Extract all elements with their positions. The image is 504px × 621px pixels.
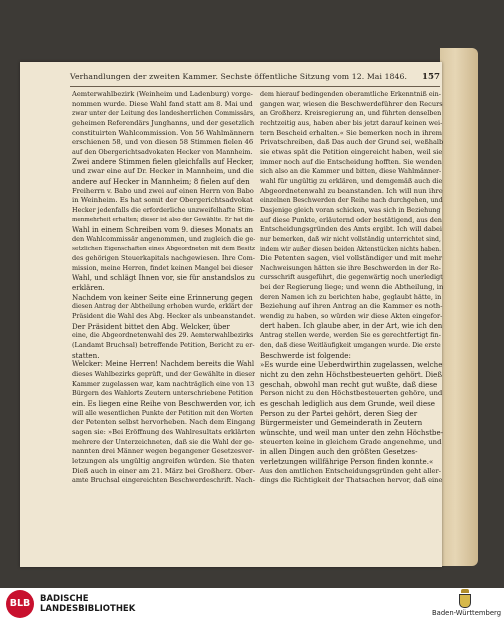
text-line: Bürgermeister und Gemeinderath in Zeutern: [260, 418, 423, 428]
text-line: erklären.: [72, 283, 105, 293]
text-line: menmehrheit erhalten; dieser ist also der Gewählte. Er hat die: [72, 216, 254, 223]
text-line: Person zu der Partei gehört, deren Sieg der: [260, 408, 418, 418]
library-name[interactable]: [40, 594, 135, 614]
text-line: tern Bescheid erhalten.« Sie bemerken noch in ihrem: [260, 128, 443, 137]
text-line: amte Bruchsal eingereichten Beschwerdeschrift. Nach-: [72, 476, 255, 485]
library-name-line1: BADISCHE: [40, 594, 89, 604]
text-line: Präsident die Wahl des Abg. Hecker als unbeanstandet.: [72, 312, 255, 321]
text-line: diesen Antrag der Abtheilung erhoben wurde, erklärt der: [72, 303, 253, 311]
text-line: einzelnen Beschwerden der Reihe nach durchgehen, und: [260, 197, 443, 205]
text-line: wahl für ungültig zu erklären, und demgemäß auch die: [260, 176, 443, 185]
text-line: Dieß auch in einer am 21. März bei Großherz. Ober-: [72, 466, 255, 475]
text-column-left: [72, 90, 255, 486]
text-line: der Petenten selbst hervorheben. Nach dem Eingang: [72, 418, 255, 427]
text-line: auf den Obergerichtsadvokaten Hecker von Mannheim.: [72, 147, 253, 156]
running-head: [70, 72, 440, 86]
text-line: in allen Dingen auch den größten Gesetzes-: [260, 447, 418, 457]
text-line: »Es wurde eine Ueberdwirthin zugelassen, welche: [260, 360, 443, 370]
text-line: in Weinheim. Es hat somit der Obergerichtsadvokat: [72, 196, 253, 205]
text-line: Entscheidungsgründen des Amts ergibt. Ich will dabei: [260, 225, 442, 234]
text-line: Wahl in einem Schreiben vom 9. dieses Monats an: [72, 225, 254, 235]
text-line: eine, die Abgeordnetenwahl des 29. Aemterwahlbezirks: [72, 331, 254, 340]
shield-icon: [459, 594, 471, 608]
text-line: andere auf Hecker in Mannheim; 8 fielen auf den: [72, 176, 250, 186]
text-line: nur bemerken, daß wir nicht vollständig unterrichtet sind,: [260, 235, 441, 243]
text-line: Kammer zugelassen war, kam nachträglich eine von 13: [72, 379, 255, 388]
text-line: den Wahlcommissär angenommen, und zugleich die ge-: [72, 234, 255, 243]
text-line: Privatschreiben, daß Das auch der Grund sei, weßhalb: [260, 138, 443, 147]
text-line: nannten drei Männer wegen begangener Gesetzesver-: [72, 447, 255, 456]
text-line: mission, meine Herren, findet keinen Mangel bei dieser: [72, 263, 253, 272]
text-line: mehrere der Unterzeichneten, daß sie die Wahl der ge-: [72, 437, 255, 446]
text-line: und zwar eine auf Dr. Hecker in Mannheim, und die: [72, 167, 254, 176]
text-line: Abgeordnetenwahl zu beanstanden. Ich will nun ihre: [260, 186, 443, 195]
library-name-line2: LANDESBIBLIOTHEK: [40, 604, 136, 614]
text-line: nicht zu den zehn Höchstbesteuerten gehört. Dieß: [260, 370, 443, 380]
book-page: [20, 62, 442, 567]
text-line: zwar unter der Leitung des landesherrlichen Commissärs,: [72, 110, 255, 118]
text-line: Aemterwahlbezirk (Weinheim und Ladenburg) vorge-: [72, 90, 253, 98]
text-line: sich also an die Kammer und bitten, diese Wahlmänner-: [260, 167, 442, 176]
text-line: dert haben. Ich glaube aber, in der Art, wie ich den: [260, 321, 443, 330]
book-page-edge: [440, 48, 478, 566]
text-line: geheimen Referendärs Junghanns, und der gesetzlich: [72, 118, 255, 127]
text-line: an Großherz. Kreisregierung an, und führten denselben: [260, 109, 442, 118]
text-line: ein. Es liegen eine Reihe von Beschwerden vor, ich: [72, 399, 255, 408]
text-line: dieses Wahlbezirks geprüft, und der Gewählte in dieser: [72, 370, 255, 379]
crown-icon: [461, 589, 469, 593]
text-line: Die Petenten sagen, viel vollständiger und mit mehr: [260, 254, 443, 263]
text-line: statten.: [72, 350, 100, 360]
text-line: Freiherrn v. Babo und zwei auf einen Herrn von Babo: [72, 186, 254, 195]
text-line: Beziehung auf ihren Antrag an die Kammer es noth-: [260, 302, 443, 311]
text-line: rechtzeitig aus, haben aber bis jetzt darauf keinen wei-: [260, 118, 443, 127]
text-line: Person nicht zu den Höchstbesteuerten gehöre, und: [260, 389, 443, 398]
text-line: steuerten keine in gleichem Grade angenehme, und: [260, 437, 442, 446]
running-head-title: Verhandlungen der zweiten Kammer. Sechste öffentliche Sitzung vom 12. Mai 1846.: [70, 72, 408, 81]
text-line: (Landamt Bruchsal) betreffende Petition, Bericht zu er-: [72, 341, 255, 350]
text-line: deren Namen ich zu berichten habe, geglaubt hätte, in: [260, 292, 442, 301]
text-line: Nachweisungen hätten sie ihre Beschwerden in der Re-: [260, 263, 441, 272]
text-line: Hecker jedenfalls die erforderliche unzweifelhafte Stim-: [72, 205, 255, 214]
footer-bar: [0, 588, 504, 621]
text-line: sie etwas spät die Petition eingereicht haben, weil sie: [260, 147, 443, 156]
text-line: cursschrift ausgeführt, die gegenwärtig noch unerledigt: [260, 273, 443, 282]
text-line: bei der Regierung liege; und wenn die Abtheilung, in: [260, 283, 443, 292]
text-line: letzungen als ungültig angreifen würden. Sie thaten: [72, 456, 255, 465]
text-line: indem wir außer diesen beiden Aktenstücken nichts haben.: [260, 245, 442, 253]
text-line: will alle wesentlichen Punkte der Petition mit den Worten: [72, 409, 254, 417]
header-rule: [70, 86, 440, 87]
text-line: des gehörigen Steuerkapitals nachgewiesen. Ihre Com-: [72, 254, 255, 263]
text-line: den, daß diese Weitläufigkeit umgangen wurde. Die erste: [260, 342, 441, 350]
text-line: erschienen 58, und von diesen 58 Stimmen fielen 46: [72, 138, 254, 147]
text-line: Der Präsident bittet den Abg. Welcker, über: [72, 321, 230, 331]
text-line: Bürgern des Wahlorts Zeutern unterschriebene Petition: [72, 389, 254, 398]
state-label: Baden-Württemberg: [432, 609, 502, 617]
text-column-right: [260, 90, 443, 486]
text-line: Zwei andere Stimmen fielen gleichfalls auf Hecker,: [72, 157, 254, 166]
text-line: verletzungen willfährige Person finden konnte.«: [260, 456, 434, 466]
text-line: nommen wurde. Diese Wahl fand statt am 8. Mai und: [72, 99, 253, 108]
text-line: Dasjenige gleich voran schicken, was sich in Beziehung: [260, 205, 441, 214]
text-line: gangen war, wiesen die Beschwerdeführer den Recurs: [260, 99, 443, 108]
text-line: auf diese Punkte, erläuternd oder bestätigend, aus den: [260, 215, 442, 224]
coat-of-arms-icon: [454, 589, 476, 608]
text-line: wünschte, und weil man unter den zehn Höchstbe-: [260, 427, 443, 437]
text-line: constituirten Wahlcommission. Von 56 Wahlmännern: [72, 128, 255, 137]
text-line: Aus den amtlichen Entscheidungsgründen geht aller-: [260, 466, 441, 475]
text-line: Welcker: Meine Herren! Nachdem bereits die Wahl: [72, 360, 255, 369]
text-line: es geschah lediglich aus dem Grunde, weil diese: [260, 399, 435, 408]
text-line: Wahl, und schlägt Ihnen vor, sie für anstandslos zu: [72, 273, 255, 283]
page-number: 157: [422, 72, 440, 82]
text-line: Nachdem von keiner Seite eine Erinnerung gegen: [72, 292, 253, 302]
text-line: geschah, obwohl man recht gut wußte, daß diese: [260, 379, 438, 389]
text-line: Beschwerde ist folgende:: [260, 350, 351, 360]
text-line: setzlichen Eigenschaften eines Abgeordneten mit dem Besitz: [72, 245, 255, 252]
text-line: sagen sie: »Bei Eröffnung des Wahlresultats erklärten: [72, 427, 255, 436]
text-line: wendig zu haben, so würden wir diese Akten eingefor-: [260, 312, 443, 321]
text-line: dings die Richtigkeit der Thatsachen hervor, daß eine: [260, 476, 443, 485]
text-line: Antrag stellen werde, werden Sie es gerechtfertigt fin-: [260, 331, 441, 340]
text-line: dem hierauf bedingenden oberamtliche Erkenntniß ein-: [260, 90, 441, 98]
blb-logo[interactable]: BLB: [6, 590, 34, 618]
text-line: immer noch auf die Entscheidung hofften. Sie wenden: [260, 157, 442, 166]
